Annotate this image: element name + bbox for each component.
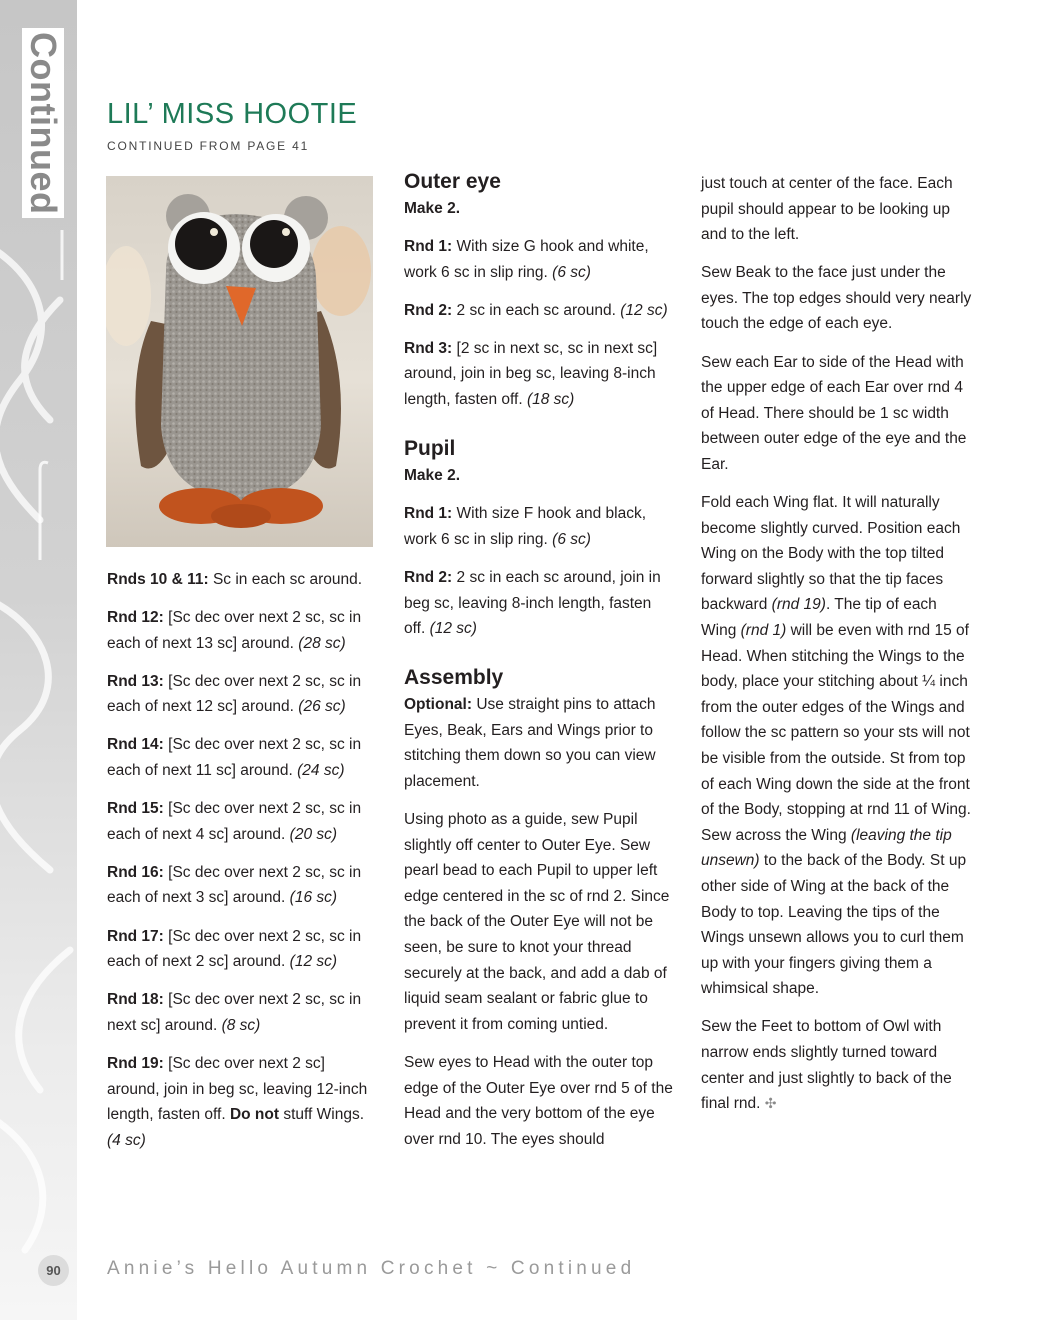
round-instruction: Rnd 2: 2 sc in each sc around. (12 sc) bbox=[404, 301, 668, 319]
owl-photo bbox=[106, 176, 373, 547]
end-mark-icon: ✣ bbox=[764, 1095, 777, 1112]
round-label: Rnd 19: bbox=[107, 1054, 164, 1072]
round-instruction: Rnd 12: [Sc dec over next 2 sc, sc in each of next 13 sc] around. (28 sc) bbox=[107, 609, 362, 652]
round-instruction: Rnd 1: With size F hook and black, work 6 sc in slip ring. (6 sc) bbox=[404, 505, 647, 548]
wing-paragraph: Fold each Wing flat. It will naturally become slightly curved. Position each Wing on the Body with the top tilted forward slightly so that the tip faces backward (rnd 19). The tip of each Wing (rnd 1) will be even with rnd 15 of Head. When stitching the Wings to the body, place your stitching about ¼ inch from the outer edges of the Wings and follow the sc pattern so your sts will not be visible from the outside. St from top of each Wing down the side at the front of the Body, stopping at rnd 11 of Wing. Sew across the Wing (leaving the tip unsewn) to the back of the Body. St up other side of Wing at the back of the Body to top. Leaving the tips of the Wings unsewn allows you to curl them up with your fingers giving them a whimsical shape. bbox=[701, 494, 971, 998]
round-instruction: Rnd 14: [Sc dec over next 2 sc, sc in each of next 11 sc] around. (24 sc) bbox=[107, 736, 362, 780]
make-count: Make 2. bbox=[404, 467, 461, 485]
footer-title: Annie’s Hello Autumn Crochet ~ Continued bbox=[107, 1258, 636, 1279]
assembly-paragraph: just touch at center of the face. Each pupil should appear to be looking up and to the left. bbox=[701, 175, 953, 244]
outer-eye-heading: Outer eye bbox=[404, 170, 501, 193]
pupil-heading: Pupil bbox=[404, 437, 456, 461]
column-2 bbox=[404, 168, 676, 1165]
round-label: Rnd 12: bbox=[107, 609, 164, 627]
sidebar-decoration bbox=[0, 0, 77, 1320]
round-instruction: Rnd 13: [Sc dec over next 2 sc, sc in each of next 12 sc] around. (26 sc) bbox=[107, 672, 362, 716]
round-label: Rnd 18: bbox=[107, 991, 164, 1009]
round-instruction: Rnd 16: [Sc dec over next 2 sc, sc in each of next 3 sc] around. (16 sc) bbox=[107, 863, 362, 907]
continued-side-label: Continued bbox=[22, 28, 64, 218]
round-instruction: Rnd 15: [Sc dec over next 2 sc, sc in each of next 4 sc] around. (20 sc) bbox=[107, 800, 362, 843]
round-instruction: Rnd 1: With size G hook and white, work 6 sc in slip ring. (6 sc) bbox=[404, 238, 649, 281]
assembly-paragraph: Sew each Ear to side of the Head with the upper edge of each Ear over rnd 4 of Head. There should be 1 sc width between outer edge of the eye and the Ear. bbox=[701, 353, 967, 473]
round-label: Rnd 16: bbox=[107, 863, 164, 881]
round-label: Rnd 13: bbox=[107, 672, 164, 690]
assembly-paragraph: Sew eyes to Head with the outer top edge of the Outer Eye over rnd 5 of the Head and the very bottom of the eye over rnd 10. The eyes should bbox=[404, 1053, 673, 1148]
optional-note: Optional: Use straight pins to attach Eyes, Beak, Ears and Wings prior to stitching them down so you can view placement. bbox=[404, 696, 656, 790]
column-3 bbox=[701, 171, 973, 1129]
make-count: Make 2. bbox=[404, 200, 461, 217]
page-title: LIL’ MISS HOOTIE bbox=[107, 98, 358, 130]
round-label: Rnd 14: bbox=[107, 736, 164, 754]
page-number: 90 bbox=[38, 1255, 69, 1286]
assembly-paragraph: Using photo as a guide, sew Pupil slightly off center to Outer Eye. Sew pearl bead to each Pupil to upper left edge centered in the sc of rnd 2. Since the back of the Outer Eye will not be seen, be sure to knot your thread securely at the back, and add a dab of liquid seam sealant or fabric glue to prevent it from coming untied. bbox=[404, 811, 670, 1033]
assembly-heading: Assembly bbox=[404, 666, 504, 690]
round-instruction: Rnd 2: 2 sc in each sc around, join in beg sc, leaving 8-inch length, fasten off. (12 sc) bbox=[404, 568, 661, 638]
round-label: Rnds 10 & 11: bbox=[107, 571, 209, 588]
assembly-paragraph: Sew Beak to the face just under the eyes. The top edges should very nearly touch the edge of each eye. bbox=[701, 264, 972, 333]
round-label: Rnd 17: bbox=[107, 927, 164, 945]
continued-from-note: CONTINUED FROM PAGE 41 bbox=[107, 139, 310, 153]
round-instruction: Rnd 19: [Sc dec over next 2 sc] around, join in beg sc, leaving 12-inch length, fasten off. Do not stuff Wings. (4 sc) bbox=[107, 1054, 368, 1149]
crochet-owl-image bbox=[106, 176, 373, 547]
round-instruction: Rnd 18: [Sc dec over next 2 sc, sc in next sc] around. (8 sc) bbox=[107, 991, 362, 1034]
round-instruction: Rnd 17: [Sc dec over next 2 sc, sc in each of next 2 sc] around. (12 sc) bbox=[107, 927, 362, 971]
feet-paragraph: Sew the Feet to bottom of Owl with narrow ends slightly turned toward center and just slightly to back of the final rnd. ✣ bbox=[701, 1018, 952, 1113]
column-1 bbox=[107, 567, 369, 1166]
round-label: Rnd 15: bbox=[107, 800, 164, 818]
round-instruction: Rnd 3: [2 sc in next sc, sc in next sc] around, join in beg sc, leaving 8-inch length, fasten off. (18 sc) bbox=[404, 339, 658, 409]
round-instruction: Rnds 10 & 11: Sc in each sc around. bbox=[107, 571, 363, 588]
